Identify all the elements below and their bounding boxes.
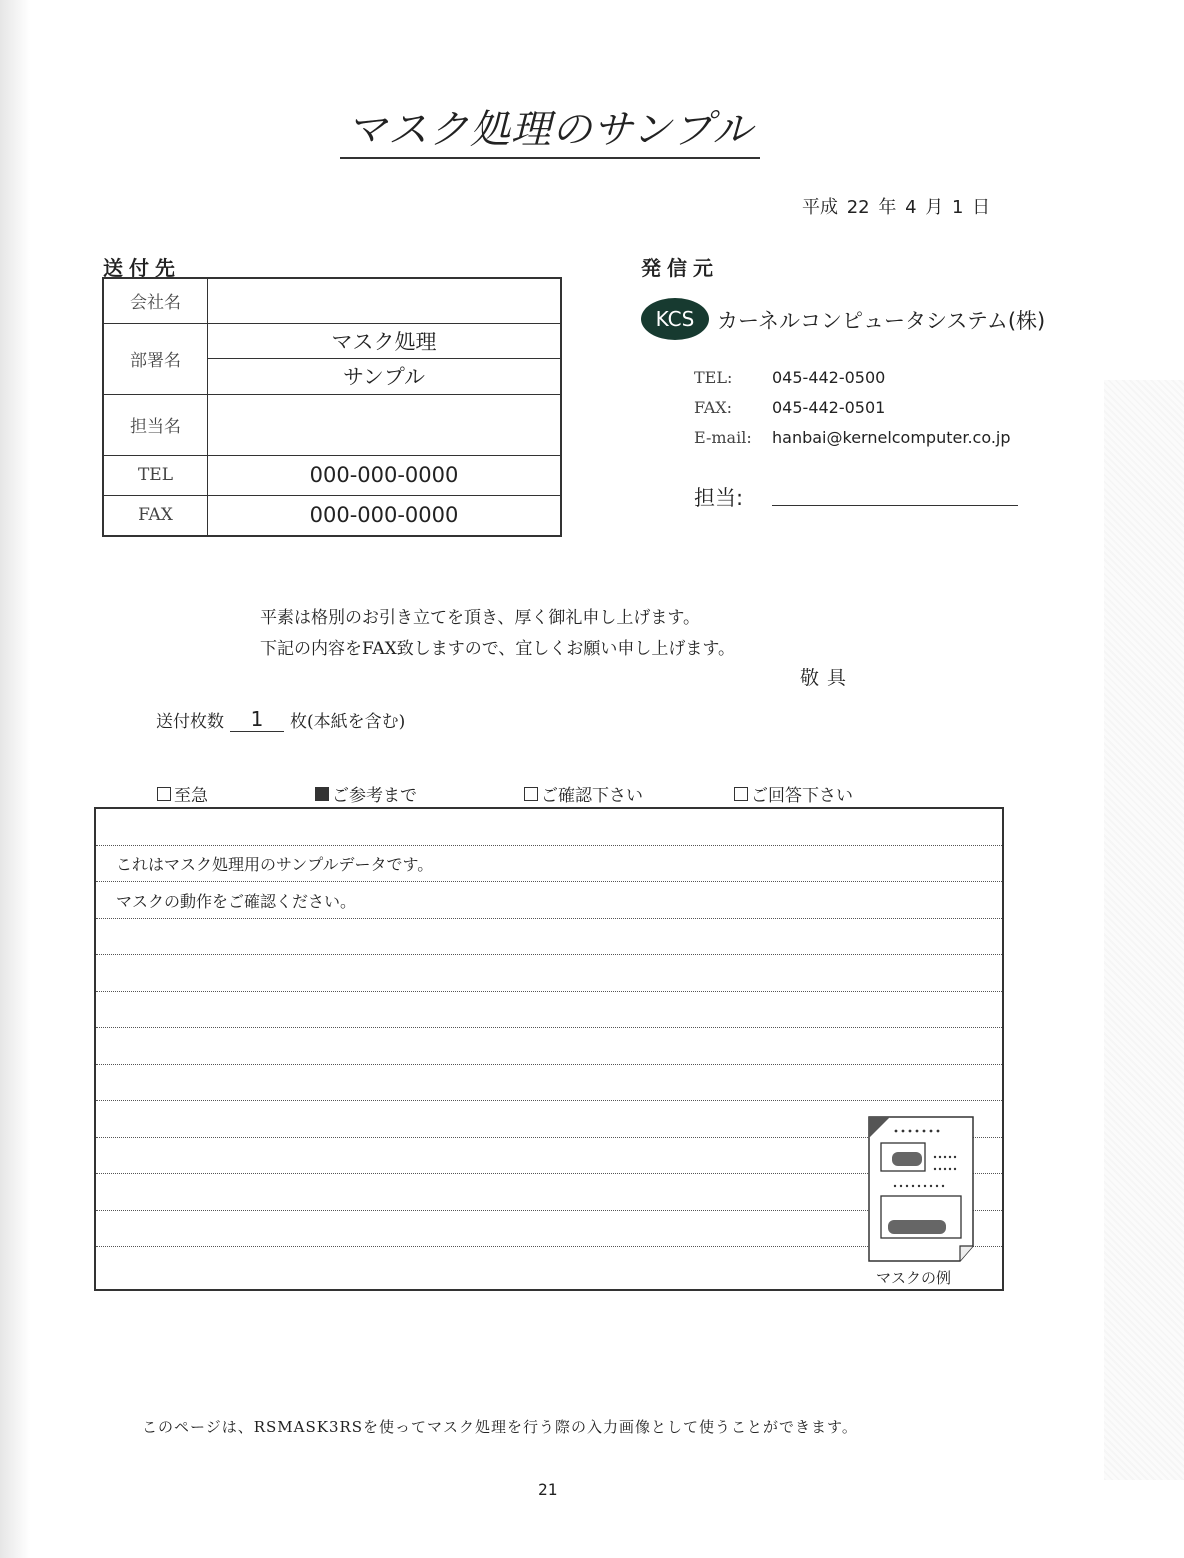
sender-email-value: hanbai@kernelcomputer.co.jp bbox=[772, 428, 1011, 447]
pages-count[interactable]: 1 bbox=[230, 707, 284, 732]
department-line2[interactable]: サンプル bbox=[208, 358, 562, 394]
greeting-line-2: 下記の内容をFAX致しますので、宜しくお願い申し上げます。 bbox=[260, 639, 735, 659]
person-value[interactable] bbox=[208, 394, 562, 455]
person-label: 担当名 bbox=[103, 394, 208, 455]
sender-fax-value: 045-442-0501 bbox=[772, 398, 886, 417]
department-line1[interactable]: マスク処理 bbox=[208, 323, 562, 358]
memo-line bbox=[96, 1065, 1002, 1102]
checkbox-please-confirm[interactable]: ご確認下さい bbox=[524, 781, 643, 806]
recipient-heading: 送付先 bbox=[103, 256, 181, 280]
tel-label: TEL bbox=[103, 455, 208, 495]
memo-line bbox=[96, 955, 1002, 992]
page-title: マスク処理のサンプル bbox=[340, 98, 760, 159]
page-number: 21 bbox=[538, 1480, 558, 1499]
sender-email-label: E-mail: bbox=[694, 428, 752, 447]
memo-line bbox=[96, 809, 1002, 846]
sender-company: カーネルコンピュータシステム(株) bbox=[717, 309, 1046, 333]
pages-label: 送付枚数 bbox=[156, 712, 224, 732]
memo-line bbox=[96, 1174, 1002, 1211]
pages-suffix: 枚(本紙を含む) bbox=[290, 712, 406, 732]
checkbox-icon bbox=[734, 787, 748, 801]
company-label: 会社名 bbox=[103, 278, 208, 323]
sender-tel-label: TEL: bbox=[694, 368, 733, 387]
fax-label: FAX bbox=[103, 495, 208, 536]
memo-line: マスクの動作をご確認ください。 bbox=[96, 882, 1002, 919]
memo-line bbox=[96, 1138, 1002, 1175]
memo-line bbox=[96, 1101, 1002, 1138]
footer-note: このページは、RSMASK3RSを使ってマスク処理を行う際の入力画像として使うことができます。 bbox=[142, 1418, 858, 1436]
company-value[interactable] bbox=[208, 278, 562, 323]
greeting-line-1: 平素は格別のお引き立てを頂き、厚く御礼申し上げます。 bbox=[260, 608, 700, 628]
memo-line bbox=[96, 992, 1002, 1029]
checkbox-for-reference[interactable]: ご参考まで bbox=[315, 781, 417, 806]
sender-person-label: 担当: bbox=[694, 486, 744, 510]
sender-tel-value: 045-442-0500 bbox=[772, 368, 886, 387]
pages-row bbox=[156, 707, 405, 732]
checkbox-icon bbox=[524, 787, 538, 801]
memo-line bbox=[96, 919, 1002, 956]
checkbox-urgent[interactable]: 至急 bbox=[157, 781, 208, 806]
memo-line bbox=[96, 1211, 1002, 1248]
sender-fax-label: FAX: bbox=[694, 398, 733, 417]
mask-example-caption: マスクの例 bbox=[876, 1269, 952, 1287]
scan-edge-shadow bbox=[0, 0, 30, 1558]
memo-line: これはマスク処理用のサンプルデータです。 bbox=[96, 846, 1002, 883]
kcs-logo: KCS bbox=[641, 298, 709, 340]
document-date: 平成 22 年 4 月 1 日 bbox=[802, 197, 991, 218]
department-label: 部署名 bbox=[103, 323, 208, 394]
tel-value[interactable]: 000-000-0000 bbox=[208, 455, 562, 495]
checkbox-checked-icon bbox=[315, 787, 329, 801]
sender-heading: 発信元 bbox=[641, 256, 719, 280]
scan-edge-texture bbox=[1104, 380, 1184, 1480]
mask-example-document-icon bbox=[868, 1116, 974, 1262]
checkbox-please-reply[interactable]: ご回答下さい bbox=[734, 781, 853, 806]
closing-keigu: 敬具 bbox=[800, 667, 855, 689]
recipient-table bbox=[102, 277, 562, 537]
fax-value[interactable]: 000-000-0000 bbox=[208, 495, 562, 536]
memo-line bbox=[96, 1028, 1002, 1065]
checkbox-icon bbox=[157, 787, 171, 801]
sender-person-field[interactable] bbox=[772, 505, 1018, 506]
